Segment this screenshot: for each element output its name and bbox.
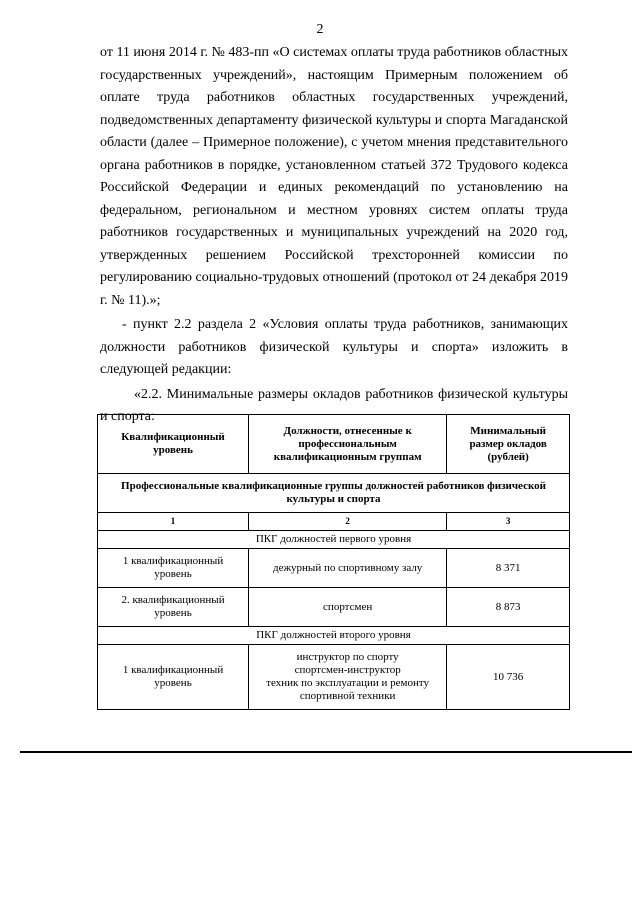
position-item: инструктор по спорту <box>296 651 399 663</box>
group-title: Профессиональные квалификационные группы должностей работников физической культуры и спорта <box>98 474 570 513</box>
column-number: 3 <box>447 513 570 531</box>
row-salary: 8 873 <box>447 588 570 627</box>
row-level: 1 квалификационный уровень <box>98 645 249 710</box>
table-row <box>98 549 570 588</box>
body-text <box>100 42 568 429</box>
row-positions: спортсмен <box>249 588 447 627</box>
footer-divider <box>20 751 632 753</box>
paragraph-clause-2-2: «2.2. Минимальные размеры окладов работников физической культуры и спорта: <box>100 386 568 424</box>
header-positions: Должности, отнесенные к профессиональным квалификационным группам <box>249 415 447 474</box>
paragraph-amendment: - пункт 2.2 раздела 2 «Условия оплаты труда работников, занимающих должности работников физической культуры и спорта» изложить в следующей редакции: <box>100 317 568 377</box>
position-item: спортсмен-инструктор <box>294 664 401 676</box>
header-salary: Минимальный размер окладов (рублей) <box>447 415 570 474</box>
table-header-row <box>98 415 570 474</box>
position-item: техник по эксплуатации и ремонту спортивной техники <box>266 677 430 702</box>
table-row <box>98 645 570 710</box>
paragraph-intro: от 11 июня 2014 г. № 483-пп «О системах оплаты труда работников областных государственных учреждений», настоящим Примерным положением об оплате труда работников областных государственных учреждений, подведомственных департаменту физической культуры и спорта Магаданской области (далее – Примерное положение), с учетом мнения представительного органа работников в порядке, установленном статьей 372 Трудового кодекса Российской Федерации и единых рекомендаций по установлению на федеральном, региональном и местном уровнях систем оплаты труда работников государственных и муниципальных учреждений на 2020 год, утвержденных решением Российской трехсторонней комиссии по регулированию социально-трудовых отношений (протокол от 24 декабря 2019 г. № 11).»; <box>100 45 568 308</box>
row-positions <box>249 645 447 710</box>
column-numbers-row <box>98 513 570 531</box>
section-title: ПКГ должностей второго уровня <box>98 627 570 645</box>
row-level: 2. квалификационный уровень <box>98 588 249 627</box>
column-number: 2 <box>249 513 447 531</box>
row-level: 1 квалификационный уровень <box>98 549 249 588</box>
row-positions: дежурный по спортивному залу <box>249 549 447 588</box>
section-title: ПКГ должностей первого уровня <box>98 531 570 549</box>
table-group-title-row <box>98 474 570 513</box>
page-number: 2 <box>316 22 324 37</box>
section-title-row <box>98 531 570 549</box>
header-level: Квалификационный уровень <box>98 415 249 474</box>
row-salary: 8 371 <box>447 549 570 588</box>
row-salary: 10 736 <box>447 645 570 710</box>
table-row <box>98 588 570 627</box>
salary-table <box>97 414 570 710</box>
column-number: 1 <box>98 513 249 531</box>
section-title-row <box>98 627 570 645</box>
